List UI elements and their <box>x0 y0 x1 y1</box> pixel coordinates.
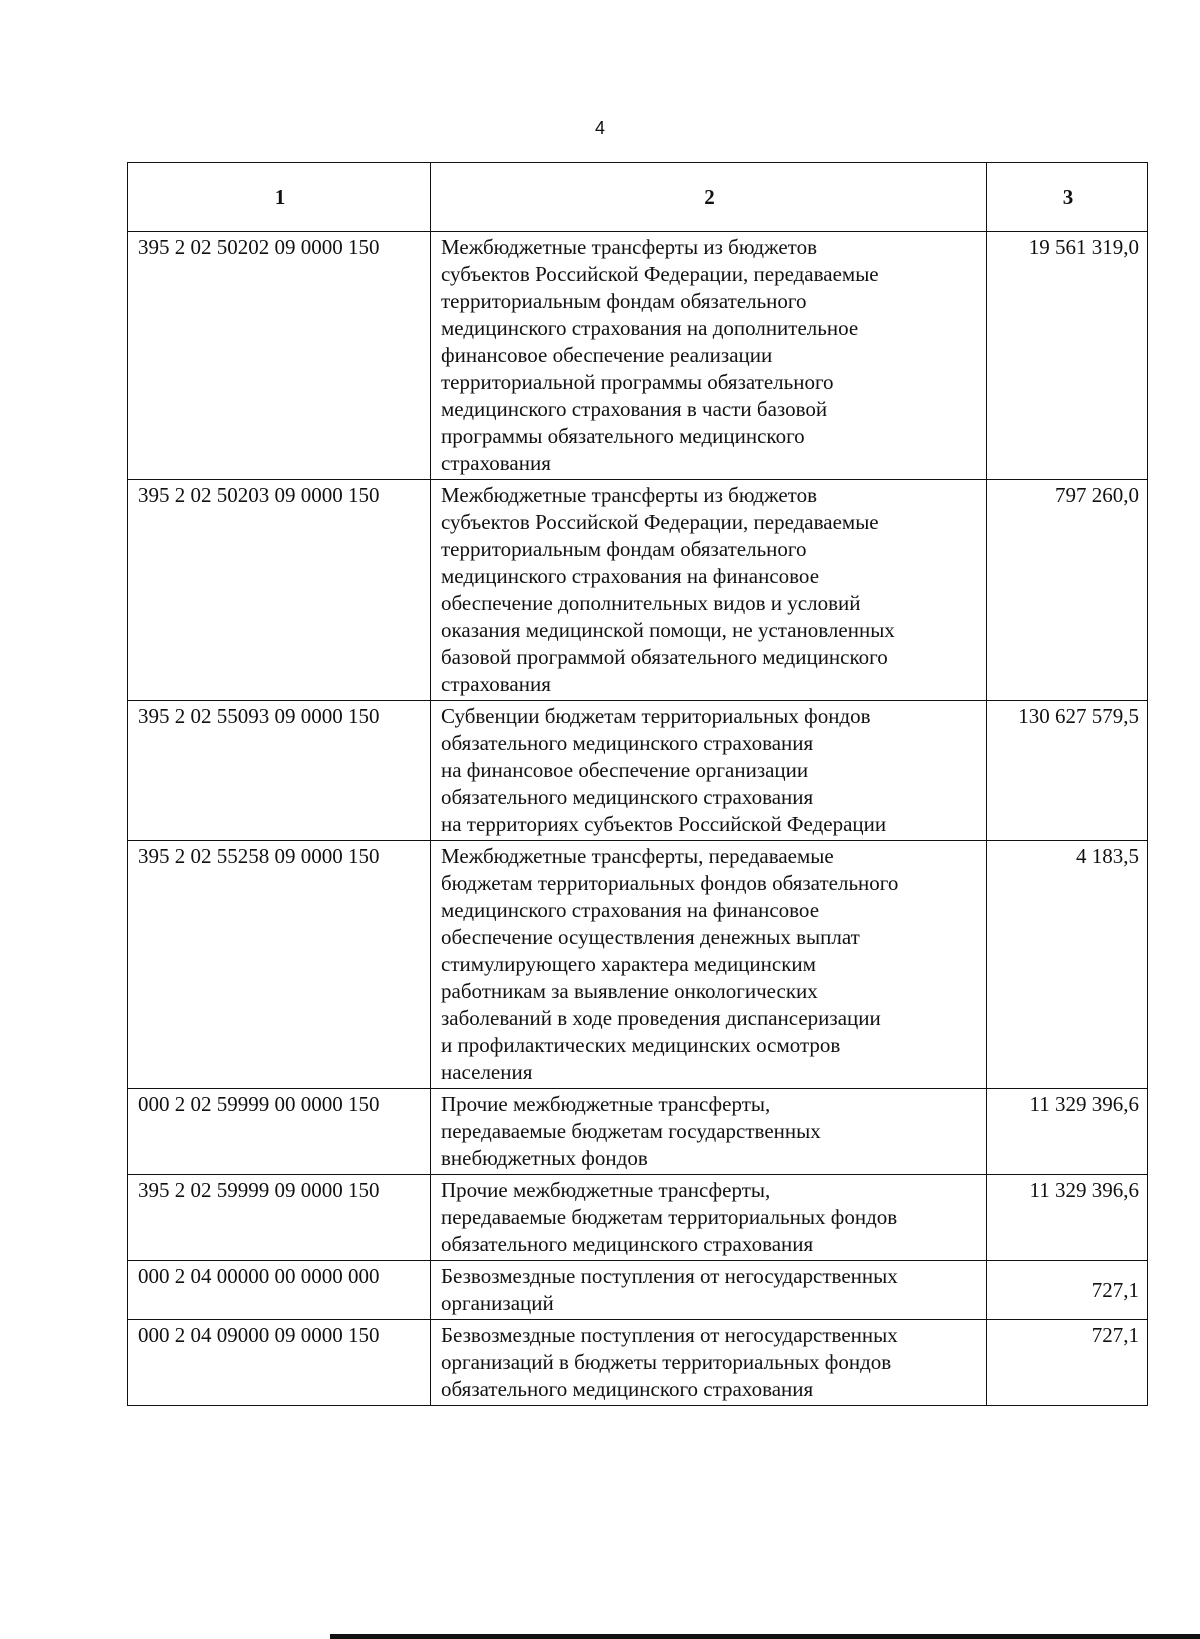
page-number: 4 <box>594 118 605 138</box>
amount-cell: 11 329 396,6 <box>987 1089 1148 1175</box>
column-header-amount: 3 <box>987 163 1148 232</box>
description-cell: Межбюджетные трансферты, передаваемые бюджетам территориальных фондов обязательного медицинского страхования на финансовое обеспечение осуществления денежных выплат стимулирующего характера медицинским работникам за выявление онкологических заболеваний в ходе проведения диспансеризации и профилактических медицинских осмотров населения <box>431 841 987 1089</box>
description-cell: Прочие межбюджетные трансферты, передаваемые бюджетам территориальных фондов обязательного медицинского страхования <box>431 1175 987 1261</box>
table-row <box>128 1320 1148 1406</box>
table-row <box>128 1089 1148 1175</box>
column-header-description: 2 <box>431 163 987 232</box>
budget-code-cell: 395 2 02 55093 09 0000 150 <box>128 701 431 841</box>
table-row <box>128 1175 1148 1261</box>
description-cell: Субвенции бюджетам территориальных фондов обязательного медицинского страхования на финансовое обеспечение организации обязательного медицинского страхования на территориях субъектов Российской Федерации <box>431 701 987 841</box>
column-header-code: 1 <box>128 163 431 232</box>
description-cell: Прочие межбюджетные трансферты, передаваемые бюджетам государственных внебюджетных фондов <box>431 1089 987 1175</box>
scan-edge-rule <box>330 1634 1200 1639</box>
description-cell: Межбюджетные трансферты из бюджетов субъектов Российской Федерации, передаваемые территориальным фондам обязательного медицинского страхования на дополнительное финансовое обеспечение реализации территориальной программы обязательного медицинского страхования в части базовой программы обязательного медицинского страхования <box>431 232 987 480</box>
amount-cell: 4 183,5 <box>987 841 1148 1089</box>
amount-cell: 11 329 396,6 <box>987 1175 1148 1261</box>
budget-code-cell: 000 2 04 09000 09 0000 150 <box>128 1320 431 1406</box>
budget-code-cell: 000 2 02 59999 00 0000 150 <box>128 1089 431 1175</box>
table-row <box>128 232 1148 480</box>
description-cell: Безвозмездные поступления от негосударственных организаций в бюджеты территориальных фондов обязательного медицинского страхования <box>431 1320 987 1406</box>
amount-cell: 727,1 <box>987 1320 1148 1406</box>
budget-revenue-table <box>127 162 1148 1406</box>
table-header-row <box>128 163 1148 232</box>
description-cell: Безвозмездные поступления от негосударственных организаций <box>431 1261 987 1320</box>
budget-code-cell: 395 2 02 59999 09 0000 150 <box>128 1175 431 1261</box>
table-row <box>128 841 1148 1089</box>
amount-cell: 797 260,0 <box>987 480 1148 701</box>
amount-cell: 19 561 319,0 <box>987 232 1148 480</box>
amount-cell: 130 627 579,5 <box>987 701 1148 841</box>
budget-code-cell: 395 2 02 55258 09 0000 150 <box>128 841 431 1089</box>
table-row <box>128 1261 1148 1320</box>
budget-code-cell: 395 2 02 50203 09 0000 150 <box>128 480 431 701</box>
budget-code-cell: 395 2 02 50202 09 0000 150 <box>128 232 431 480</box>
table-row <box>128 480 1148 701</box>
budget-code-cell: 000 2 04 00000 00 0000 000 <box>128 1261 431 1320</box>
amount-cell: 727,1 <box>987 1261 1148 1320</box>
description-cell: Межбюджетные трансферты из бюджетов субъектов Российской Федерации, передаваемые территориальным фондам обязательного медицинского страхования на финансовое обеспечение дополнительных видов и условий оказания медицинской помощи, не установленных базовой программой обязательного медицинского страхования <box>431 480 987 701</box>
table-row <box>128 701 1148 841</box>
